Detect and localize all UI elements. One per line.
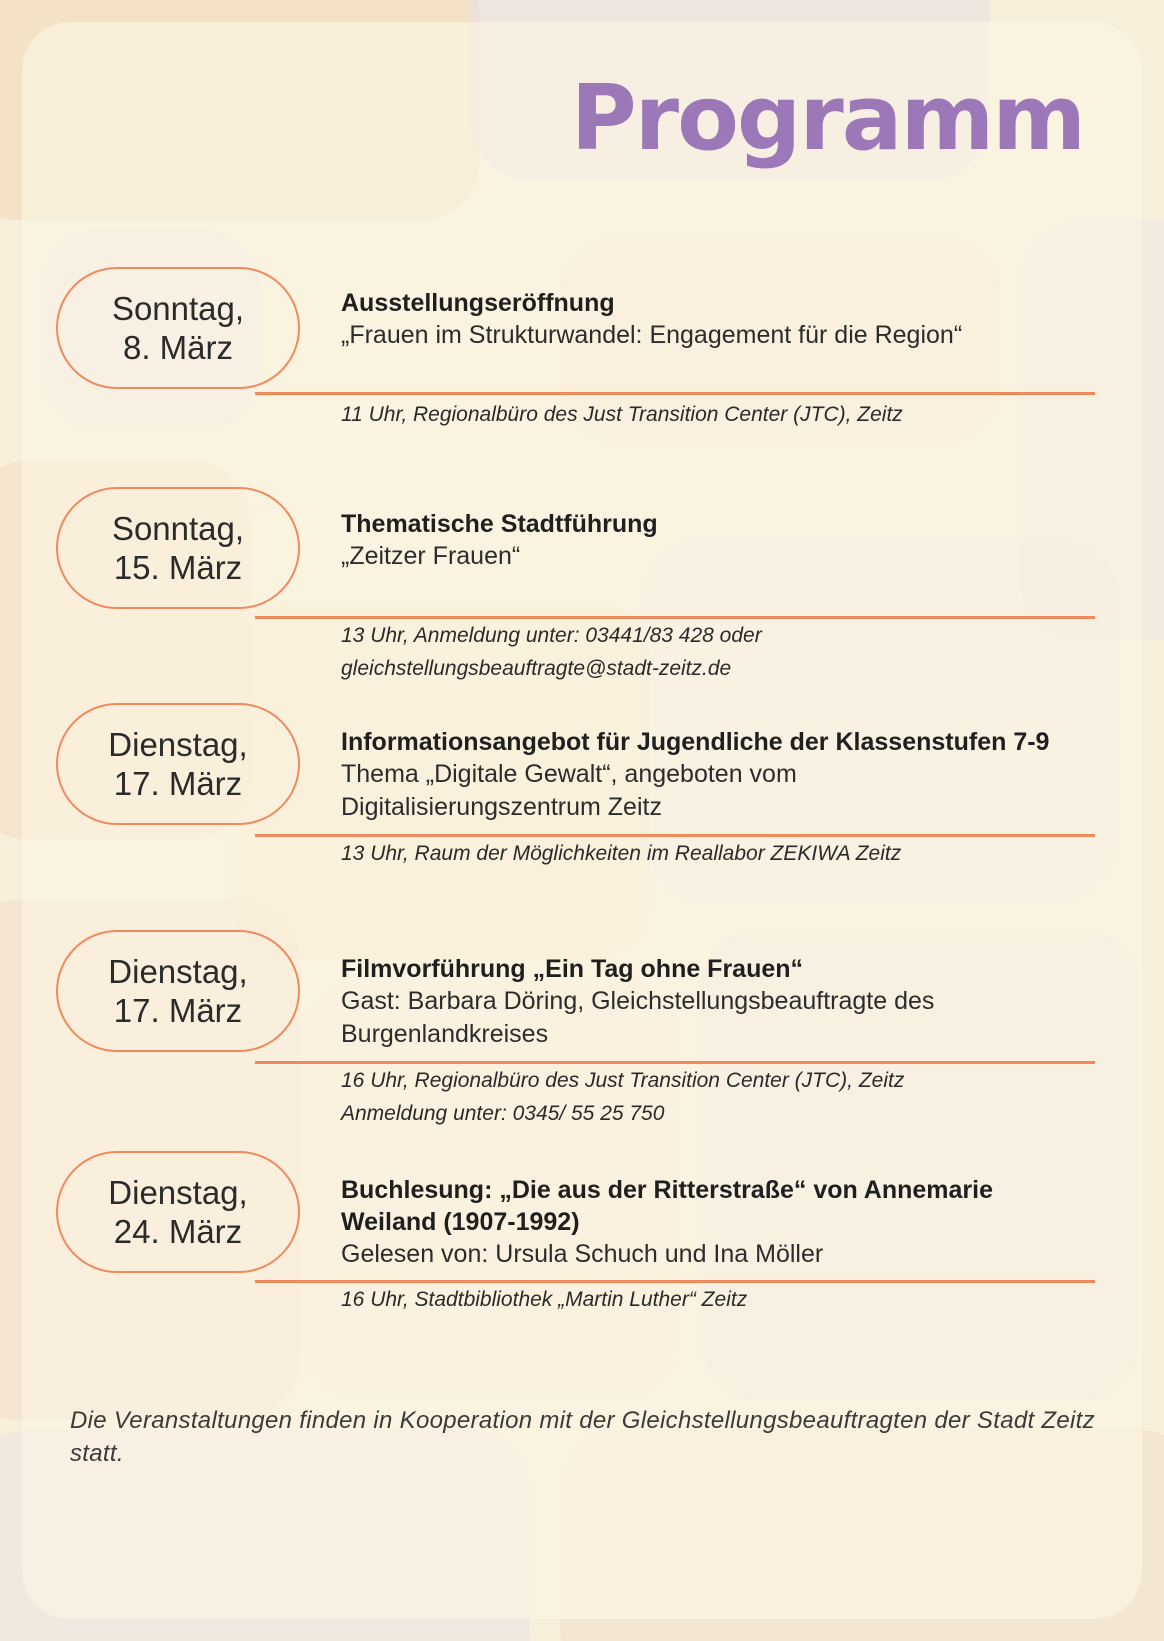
event-date: 15. März xyxy=(113,549,243,586)
event-info-line: 11 Uhr, Regionalbüro des Just Transition Center (JTC), Zeitz xyxy=(341,403,903,426)
event-info-line: 16 Uhr, Regionalbüro des Just Transition Center (JTC), Zeitz xyxy=(341,1069,905,1092)
date-pill xyxy=(56,267,300,389)
event-info-line: gleichstellungsbeauftragte@stadt-zeitz.de xyxy=(341,657,732,680)
event-detail: Thema „Digitale Gewalt“, angeboten vom xyxy=(341,760,797,788)
event-date: 8. März xyxy=(122,329,234,366)
event-day: Dienstag, xyxy=(108,1174,248,1211)
event-body xyxy=(341,1174,1101,1271)
event-day: Sonntag, xyxy=(111,290,245,327)
event-headline: Thematische Stadtführung xyxy=(341,510,658,538)
event-info xyxy=(341,1283,1101,1316)
event-info-line: 13 Uhr, Raum der Möglichkeiten im Reallabor ZEKIWA Zeitz xyxy=(341,842,902,865)
event-detail: Burgenlandkreises xyxy=(341,1020,549,1048)
event-headline: Filmvorführung „Ein Tag ohne Frauen“ xyxy=(341,955,804,983)
event-day: Dienstag, xyxy=(108,726,248,763)
event-headline: Buchlesung: „Die aus der Ritterstraße“ von Annemarie Weiland (1907-1992) xyxy=(341,1176,994,1236)
date-pill xyxy=(56,703,300,825)
page-title: Programm xyxy=(570,66,1084,171)
event-info xyxy=(341,619,1101,685)
event-detail: Digitalisierungszentrum Zeitz xyxy=(341,793,662,821)
event-info xyxy=(341,837,1101,870)
event-info-line: Anmeldung unter: 0345/ 55 25 750 xyxy=(341,1102,665,1125)
event-day: Dienstag, xyxy=(108,953,248,990)
date-pill xyxy=(56,930,300,1052)
event-body xyxy=(341,287,1101,352)
date-pill xyxy=(56,1151,300,1273)
event-detail: „Zeitzer Frauen“ xyxy=(341,542,521,570)
event-body xyxy=(341,508,1101,573)
event-info-line: 16 Uhr, Stadtbibliothek „Martin Luther“ Zeitz xyxy=(341,1288,748,1311)
event-date: 17. März xyxy=(113,992,243,1029)
event-body xyxy=(341,953,1101,1051)
event-headline: Informationsangebot für Jugendliche der Klassenstufen 7-9 xyxy=(341,728,1050,756)
event-info xyxy=(341,1064,1101,1130)
event-body xyxy=(341,726,1101,824)
event-date: 17. März xyxy=(113,765,243,802)
footer-note: Die Veranstaltungen finden in Kooperation mit der Gleichstellungsbeauftragten der Stadt Zeitz statt. xyxy=(70,1407,1095,1467)
event-info-line: 13 Uhr, Anmeldung unter: 03441/83 428 oder xyxy=(341,624,762,647)
event-detail: Gast: Barbara Döring, Gleichstellungsbeauftragte des xyxy=(341,987,935,1015)
event-day: Sonntag, xyxy=(111,510,245,547)
event-info xyxy=(341,398,1101,431)
event-detail: Gelesen von: Ursula Schuch und Ina Möller xyxy=(341,1240,824,1268)
event-date: 24. März xyxy=(113,1213,243,1250)
event-headline: Ausstellungseröffnung xyxy=(341,289,615,317)
date-pill xyxy=(56,487,300,609)
event-detail: „Frauen im Strukturwandel: Engagement für die Region“ xyxy=(341,321,963,349)
divider-line xyxy=(255,392,1095,395)
